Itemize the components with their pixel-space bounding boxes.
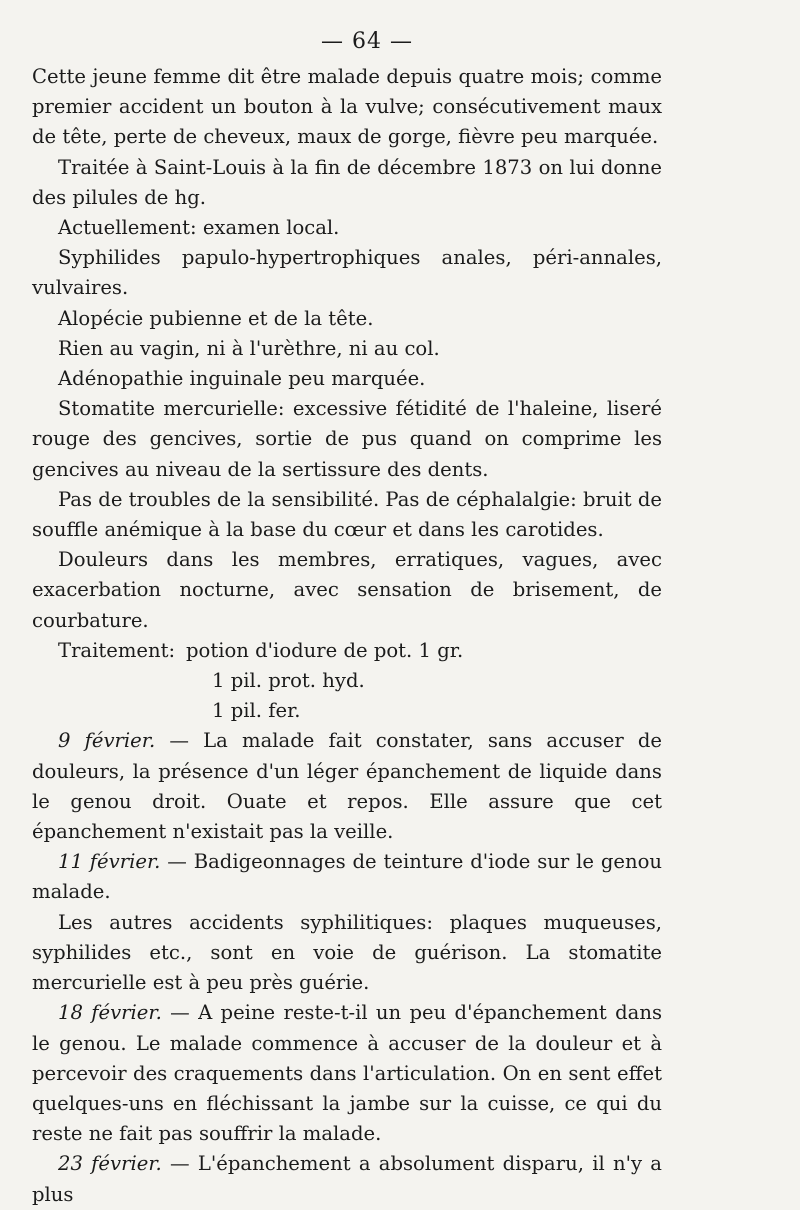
entry-date: 9 février. xyxy=(58,729,156,753)
treatment-row-1 xyxy=(32,636,662,666)
treatment-item: 1 pil. fer. xyxy=(212,699,301,723)
paragraph-alopecie: Alopécie pubienne et de la tête. xyxy=(58,306,374,330)
treatment-row-2 xyxy=(32,666,662,696)
entry-text: — Badigeonnages de teinture d'iode sur le genou malade. xyxy=(32,850,662,904)
page-number: — 64 — xyxy=(321,29,413,54)
entry-11-fevrier xyxy=(32,847,662,907)
entry-text: — L'épanchement a absolument disparu, il n'y a plus xyxy=(32,1152,662,1206)
entry-date: 18 février. xyxy=(58,1001,162,1025)
entry-23-fevrier xyxy=(32,1149,662,1209)
paragraph-syphilides: Syphilides papulo-hypertrophiques anales, péri-annales, vulvaires. xyxy=(32,246,662,300)
treatment-item: potion d'iodure de pot. 1 gr. xyxy=(186,638,464,662)
paragraph-douleurs: Douleurs dans les membres, erratiques, vagues, avec exacerbation nocturne, avec sensation de brisement, de courbature. xyxy=(32,548,662,632)
body-text xyxy=(32,62,662,1210)
entry-text: — La malade fait constater, sans accuser de douleurs, la présence d'un léger épanchement de liquide dans le genou droit. Ouate et repos. Elle assure que cet épanchement n'existait pas la veille. xyxy=(32,729,663,844)
entry-date: 23 février. xyxy=(58,1152,162,1176)
treatment-row-3 xyxy=(32,696,662,726)
paragraph-sensibilite: Pas de troubles de la sensibilité. Pas de céphalalgie: bruit de souffle anémique à la base du cœur et dans les carotides. xyxy=(32,487,662,542)
paragraph-stomatite: Stomatite mercurielle: excessive fétidité de l'haleine, liseré rouge des gencives, sortie de pus quand on comprime les gencives au niveau de la sertissure des dents. xyxy=(32,397,662,481)
treatment-item: 1 pil. prot. hyd. xyxy=(212,669,365,693)
paragraph-autres-accidents: Les autres accidents syphilitiques: plaques muqueuses, syphilides etc., sont en voie de guérison. La stomatite mercurielle est à peu près guérie. xyxy=(32,910,662,995)
paragraph-vagin: Rien au vagin, ni à l'urèthre, ni au col. xyxy=(58,336,440,360)
paragraph-actuellement: Actuellement: examen local. xyxy=(58,216,340,240)
paragraph-adenopathie: Adénopathie inguinale peu marquée. xyxy=(58,367,426,391)
entry-date: 11 février. xyxy=(58,850,161,874)
entry-text: — A peine reste-t-il un peu d'épanchement dans le genou. Le malade commence à accuser de la douleur et à percevoir des craquements dans l'articulation. On en sent effet quelques-uns en fléchissant la jambe sur la cuisse, ce qui du reste ne fait pas souffrir la malade. xyxy=(32,1001,662,1146)
paragraph-saint-louis: Traitée à Saint-Louis à la fin de décembre 1873 on lui donne des pilules de hg. xyxy=(32,155,662,209)
paragraph-intro: Cette jeune femme dit être malade depuis quatre mois; comme premier accident un bouton à la vulve; consécutivement maux de tête, perte de cheveux, maux de gorge, fièvre peu marquée. xyxy=(32,65,662,149)
treatment-label: Traitement: xyxy=(58,638,176,662)
entry-18-fevrier xyxy=(32,998,662,1149)
entry-9-fevrier xyxy=(32,726,662,847)
